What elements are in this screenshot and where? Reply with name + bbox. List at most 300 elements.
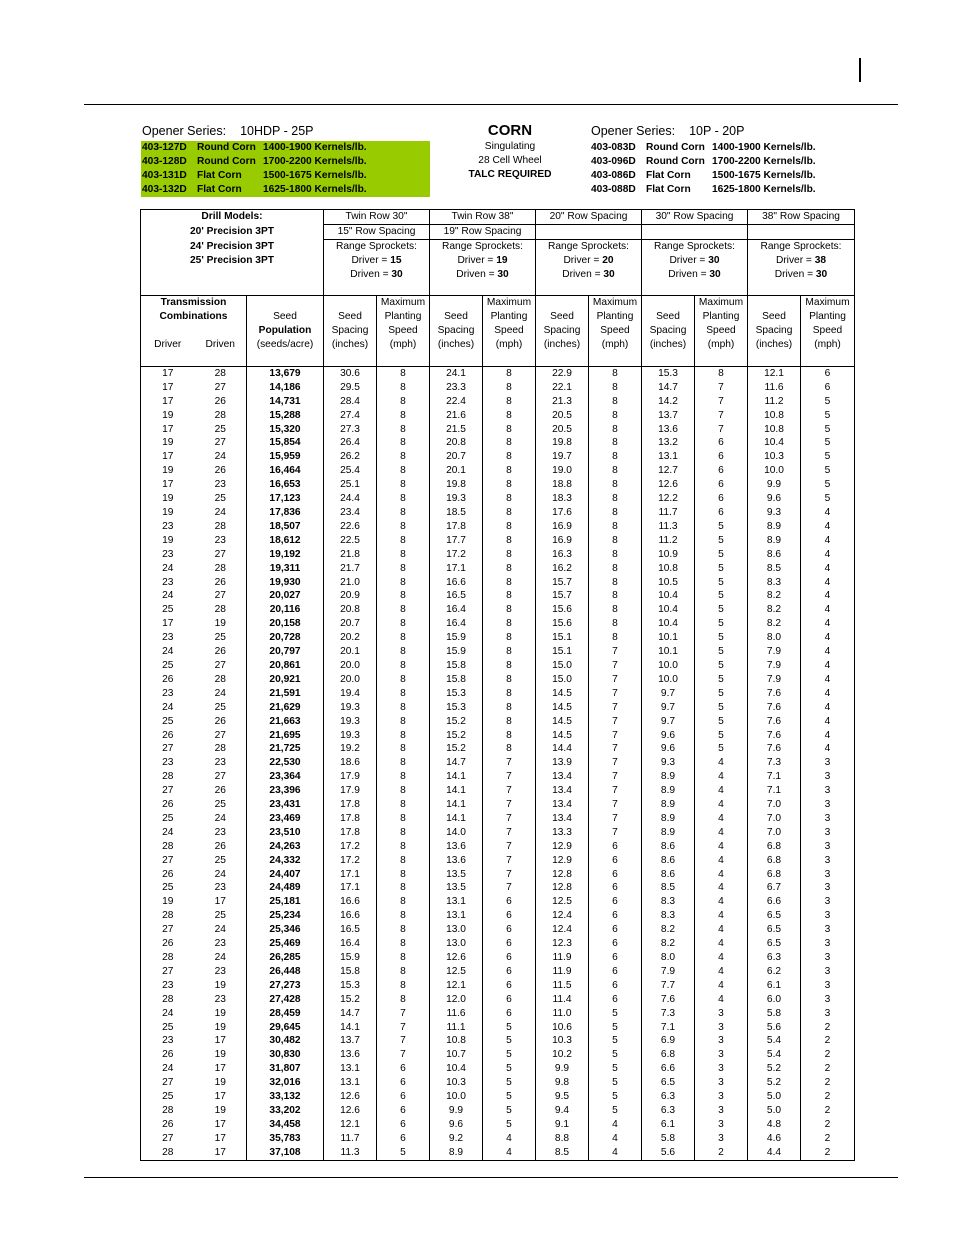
table-cell: 12.7 [642,464,695,478]
table-cell: 8 [377,548,430,562]
table-cell: 8 [377,687,430,701]
table-cell: 7 [695,381,748,395]
table-cell: 8 [377,659,430,673]
kernel-range: 1700-2200 Kernels/lb. [263,156,367,167]
list-item [141,183,430,197]
table-cell: 27 [195,729,247,743]
table-cell: 19 [195,617,247,631]
table-cell: 4 [801,742,855,756]
table-cell: 4 [801,631,855,645]
table-cell: 10.5 [642,576,695,590]
table-cell: 21,663 [247,715,324,729]
header-spacer [695,352,748,366]
table-cell: 20,116 [247,603,324,617]
table-cell: 9.1 [536,1118,589,1132]
table-cell: 7 [483,881,536,895]
table-cell: 10.0 [748,464,801,478]
table-cell: 10.1 [642,645,695,659]
table-row [141,1104,855,1118]
driver-value: 20 [602,254,614,266]
table-cell: 5 [801,409,855,423]
table-cell: 17 [141,450,195,464]
table-cell: 11.7 [324,1132,377,1146]
range-sprockets-label: Range Sprockets: [536,239,642,253]
table-cell: 4 [801,715,855,729]
table-cell: 3 [801,840,855,854]
table-cell: 8 [483,645,536,659]
table-cell: 3 [801,951,855,965]
table-cell: 6 [695,464,748,478]
table-cell: 6.8 [748,840,801,854]
table-cell: 12.6 [430,951,483,965]
seed-type: Round Corn [197,156,256,167]
right-opener-label: Opener Series: [591,124,676,138]
table-cell: 10.0 [430,1090,483,1104]
table-cell: 7 [589,715,642,729]
table-cell: 20.8 [430,436,483,450]
table-cell: 25 [195,909,247,923]
table-cell: 23 [141,631,195,645]
table-cell: 29,645 [247,1021,324,1035]
table-cell: 8 [483,548,536,562]
table-cell: 5 [483,1034,536,1048]
table-cell: 5 [695,659,748,673]
table-cell: 8 [377,395,430,409]
table-cell: 8 [377,478,430,492]
table-cell: 8 [589,576,642,590]
table-cell: 30,830 [247,1048,324,1062]
table-cell: 10.4 [642,603,695,617]
table-row [141,784,855,798]
table-cell: 8 [483,617,536,631]
table-cell: 32,016 [247,1076,324,1090]
table-cell: 20,797 [247,645,324,659]
table-cell: 14.0 [430,826,483,840]
group-title: Twin Row 30" [324,210,430,225]
table-cell: 8 [589,409,642,423]
table-cell: 19.0 [536,464,589,478]
table-cell: 8 [377,965,430,979]
table-cell: 2 [801,1118,855,1132]
col-header-max: (mph) [377,338,430,352]
table-cell: 26 [195,395,247,409]
table-cell: 24 [141,562,195,576]
table-cell: 17.6 [536,506,589,520]
table-cell: 8 [483,742,536,756]
top-rule [84,104,898,105]
table-cell: 23 [141,687,195,701]
table-cell: 14,731 [247,395,324,409]
table-cell: 8 [377,923,430,937]
table-cell: 6.5 [748,923,801,937]
table-cell: 27,428 [247,993,324,1007]
table-cell: 9.7 [642,701,695,715]
table-cell: 13.5 [430,881,483,895]
table-cell: 18.8 [536,478,589,492]
col-header-max: Planting [695,310,748,324]
table-cell: 3 [801,937,855,951]
table-cell: 5 [695,576,748,590]
table-cell: 6 [589,840,642,854]
table-cell: 5 [589,1048,642,1062]
table-cell: 28 [141,1104,195,1118]
group-subtitle: 15" Row Spacing [324,224,430,239]
table-cell: 9.4 [536,1104,589,1118]
table-cell: 12.6 [642,478,695,492]
table-cell: 27 [141,965,195,979]
table-cell: 10.2 [536,1048,589,1062]
col-header-max: Speed [695,324,748,338]
table-cell: 3 [801,881,855,895]
table-cell: 25 [141,1090,195,1104]
table-cell: 17 [195,1062,247,1076]
kernel-range: 1700-2200 Kernels/lb. [712,156,816,167]
table-cell: 6 [695,492,748,506]
table-cell: 7.6 [748,742,801,756]
table-cell: 27 [141,923,195,937]
table-cell: 3 [801,826,855,840]
table-cell: 8.6 [748,548,801,562]
table-cell: 15.0 [536,659,589,673]
table-cell: 8 [589,603,642,617]
table-cell: 19,192 [247,548,324,562]
table-cell: 12.5 [536,895,589,909]
table-cell: 3 [801,798,855,812]
table-cell: 4 [801,603,855,617]
table-cell: 20.1 [430,464,483,478]
table-cell: 24,407 [247,868,324,882]
table-cell: 23 [141,576,195,590]
list-item [591,155,881,169]
table-cell: 26 [195,645,247,659]
table-cell: 17.8 [430,520,483,534]
table-cell: 8.8 [536,1132,589,1146]
table-cell: 25 [141,812,195,826]
table-cell: 5 [801,423,855,437]
table-cell: 8 [483,492,536,506]
table-cell: 15,320 [247,423,324,437]
seed-type: Flat Corn [646,184,691,195]
table-cell: 20,027 [247,589,324,603]
table-cell: 23 [195,478,247,492]
table-cell: 3 [695,1118,748,1132]
table-row [141,381,855,395]
table-cell: 17,123 [247,492,324,506]
table-cell: 24,263 [247,840,324,854]
table-cell: 25 [195,423,247,437]
table-cell: 16.4 [430,603,483,617]
table-row [141,937,855,951]
table-cell: 11.3 [642,520,695,534]
col-header-spacing: (inches) [324,338,377,352]
table-cell: 5.6 [748,1021,801,1035]
table-cell: 8 [483,701,536,715]
table-cell: 24 [195,812,247,826]
table-cell: 8 [483,366,536,380]
right-opener-series: 10P - 20P [689,124,745,138]
table-cell: 15.9 [430,645,483,659]
table-cell: 5 [695,589,748,603]
table-cell: 14.5 [536,729,589,743]
col-header-spacing: (inches) [642,338,695,352]
table-cell: 17 [195,1118,247,1132]
table-cell: 7 [377,1007,430,1021]
table-cell: 7 [483,798,536,812]
table-cell: 22.6 [324,520,377,534]
table-cell: 19.8 [536,436,589,450]
table-cell: 27 [195,770,247,784]
table-cell: 15.2 [430,742,483,756]
driven-sprocket [324,268,430,282]
table-cell: 24.1 [430,366,483,380]
table-cell: 4 [801,506,855,520]
table-cell: 4 [695,812,748,826]
table-cell: 19.3 [430,492,483,506]
table-cell: 6 [483,923,536,937]
table-cell: 21.5 [430,423,483,437]
table-cell: 17 [141,423,195,437]
header-spacer [483,352,536,366]
group-title: 30" Row Spacing [642,210,748,225]
table-cell: 8.6 [642,840,695,854]
table-cell: 12.9 [536,840,589,854]
table-row [141,645,855,659]
table-cell: 13,679 [247,366,324,380]
spacer-cell [324,282,430,296]
table-cell: 8.9 [748,520,801,534]
table-cell: 4.8 [748,1118,801,1132]
table-cell: 12.4 [536,923,589,937]
table-cell: 8 [377,826,430,840]
table-cell: 7 [589,729,642,743]
table-cell: 6.5 [748,909,801,923]
col-header-spacing: Seed [748,310,801,324]
header-spacer [589,352,642,366]
table-row [141,1132,855,1146]
table-cell: 8 [589,631,642,645]
table-cell: 20,861 [247,659,324,673]
seed-type: Flat Corn [197,184,242,195]
table-cell: 24 [141,826,195,840]
table-cell: 16.2 [536,562,589,576]
table-cell: 8 [589,506,642,520]
table-cell: 20.8 [324,603,377,617]
table-row [141,464,855,478]
driver-value: 15 [390,254,402,266]
table-cell: 17 [195,1146,247,1160]
table-cell: 19 [141,436,195,450]
table-cell: 10.4 [642,617,695,631]
table-cell: 24 [195,868,247,882]
table-cell: 13.6 [324,1048,377,1062]
table-cell: 25 [141,659,195,673]
table-cell: 8 [589,562,642,576]
table-row [141,742,855,756]
col-header-cell [748,296,801,310]
table-cell: 3 [801,784,855,798]
table-cell: 7 [483,812,536,826]
table-cell: 5 [801,450,855,464]
table-cell: 8 [377,840,430,854]
table-cell: 11.0 [536,1007,589,1021]
table-cell: 4 [695,770,748,784]
table-cell: 13.0 [430,923,483,937]
table-cell: 8 [589,366,642,380]
table-cell: 8.9 [748,534,801,548]
table-cell: 24 [195,506,247,520]
table-cell: 6 [377,1118,430,1132]
table-cell: 19.3 [324,701,377,715]
table-cell: 4.4 [748,1146,801,1160]
table-cell: 19.4 [324,687,377,701]
col-header-max: (mph) [589,338,642,352]
table-cell: 23 [141,979,195,993]
table-cell: 12.8 [536,868,589,882]
table-cell: 6 [801,381,855,395]
table-cell: 7 [589,645,642,659]
col-header-max: Maximum [801,296,855,310]
table-cell: 11.1 [430,1021,483,1035]
col-header-max: Maximum [377,296,430,310]
table-cell: 9.6 [642,729,695,743]
table-cell: 5 [589,1076,642,1090]
table-cell: 12.0 [430,993,483,1007]
table-cell: 31,807 [247,1062,324,1076]
table-cell: 8 [377,520,430,534]
table-cell: 28 [195,562,247,576]
table-cell: 5 [483,1021,536,1035]
table-cell: 10.8 [748,409,801,423]
col-header-max: Maximum [695,296,748,310]
table-cell: 37,108 [247,1146,324,1160]
table-cell: 17 [141,617,195,631]
table-cell: 21.6 [430,409,483,423]
table-cell: 23,431 [247,798,324,812]
table-row [141,993,855,1007]
table-cell: 19.7 [536,450,589,464]
table-cell: 15.3 [430,687,483,701]
table-cell: 28 [141,1146,195,1160]
table-cell: 6 [483,951,536,965]
table-cell: 24 [141,589,195,603]
table-cell: 17.2 [430,548,483,562]
col-header-max: Speed [483,324,536,338]
table-cell: 12.1 [748,366,801,380]
table-cell: 5 [695,548,748,562]
table-cell: 27 [141,1132,195,1146]
table-cell: 26,285 [247,951,324,965]
table-cell: 8 [589,478,642,492]
kernel-range: 1625-1800 Kernels/lb. [712,184,816,195]
table-cell: 3 [695,1034,748,1048]
table-row [141,1062,855,1076]
table-cell: 14.1 [324,1021,377,1035]
table-cell: 15.9 [430,631,483,645]
crop-heading [440,122,580,182]
table-cell: 23.4 [324,506,377,520]
driven-label: Driven = [456,268,498,280]
table-cell: 8 [377,381,430,395]
table-cell: 3 [801,1007,855,1021]
table-cell: 3 [695,1062,748,1076]
table-cell: 8 [377,492,430,506]
table-cell: 15.8 [430,673,483,687]
drill-model: 25' Precision 3PT [141,254,324,268]
table-cell: 6 [377,1090,430,1104]
driven-sprocket [748,268,855,282]
table-cell: 6.3 [748,951,801,965]
table-cell: 24,489 [247,881,324,895]
table-cell: 5 [695,520,748,534]
table-cell: 19.3 [324,729,377,743]
table-cell: 3 [801,909,855,923]
table-cell: 8 [589,381,642,395]
table-cell: 8.2 [642,937,695,951]
table-cell: 5 [377,1146,430,1160]
table-cell: 4 [695,979,748,993]
spacer-cell [536,282,642,296]
table-cell: 19 [195,1076,247,1090]
table-cell: 15,959 [247,450,324,464]
table-cell: 10.3 [430,1076,483,1090]
table-cell: 26 [195,840,247,854]
table-cell: 5 [695,701,748,715]
table-cell: 14.2 [642,395,695,409]
table-cell: 13.6 [642,423,695,437]
table-cell: 7 [589,756,642,770]
table-cell: 28 [141,951,195,965]
table-cell: 15.0 [536,673,589,687]
table-cell: 25,346 [247,923,324,937]
table-cell: 20,728 [247,631,324,645]
table-cell: 8 [377,631,430,645]
driver-sprocket [536,254,642,268]
left-opener-series: 10HDP - 25P [240,124,314,138]
table-row [141,965,855,979]
table-row [141,854,855,868]
col-header-cell [430,296,483,310]
table-cell: 4 [589,1132,642,1146]
table-cell: 4 [801,576,855,590]
table-cell: 3 [801,854,855,868]
kernel-range: 1400-1900 Kernels/lb. [712,142,816,153]
table-cell: 25 [141,715,195,729]
table-cell: 4 [695,756,748,770]
table-row [141,923,855,937]
table-cell: 8 [483,423,536,437]
driver-sprocket [430,254,536,268]
driver-label: Driver = [351,254,391,266]
table-cell: 14.7 [324,1007,377,1021]
table-cell: 6 [483,993,536,1007]
table-cell: 27 [195,381,247,395]
table-cell: 13.4 [536,798,589,812]
table-cell: 8 [483,589,536,603]
spacer-cell [642,282,748,296]
table-row [141,576,855,590]
list-item [141,169,430,183]
col-header-cell [141,324,247,338]
header-spacer [748,352,801,366]
table-cell: 24 [195,450,247,464]
table-cell: 23,396 [247,784,324,798]
table-cell: 6.1 [748,979,801,993]
driver-label: Driver = [457,254,497,266]
table-row [141,409,855,423]
table-cell: 7.1 [748,784,801,798]
col-header-max: (mph) [801,338,855,352]
driver-sprocket [642,254,748,268]
